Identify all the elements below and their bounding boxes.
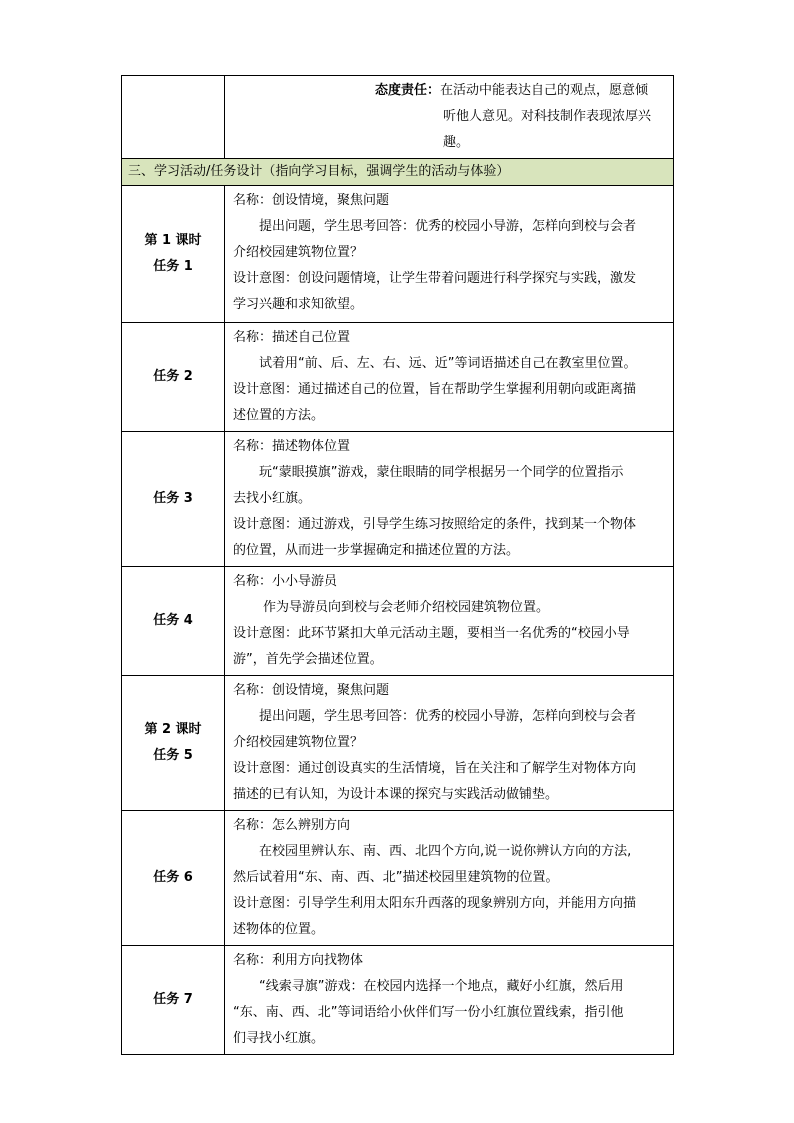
task-body-line: 提出问题，学生思考回答：优秀的校园小导游，怎样向到校与会者	[259, 219, 637, 234]
task-content-cell	[225, 811, 674, 946]
attitude-line-2: 听他人意见。对科技制作表现浓厚兴	[443, 109, 652, 124]
task-body-line: 去找小红旗。	[233, 491, 312, 506]
lesson-label: 第 1 课时	[144, 233, 202, 248]
task-intent-line: 学习兴趣和求知欲望。	[233, 297, 364, 312]
task-body-line: 提出问题，学生思考回答：优秀的校园小导游，怎样向到校与会者	[259, 709, 637, 724]
attitude-cell	[225, 76, 674, 159]
task-name: 名称：描述物体位置	[233, 439, 351, 454]
task-body-line: 在校园里辨认东、南、西、北四个方向,说一说你辨认方向的方法,	[259, 844, 632, 859]
task-label: 任务 2	[153, 369, 193, 384]
task-label: 任务 6	[153, 870, 193, 885]
task-row	[122, 946, 674, 1055]
attitude-label: 态度责任：	[375, 83, 441, 98]
section-header-row	[122, 159, 674, 186]
task-intent-line: 设计意图：创设问题情境，让学生带着问题进行科学探究与实践，激发	[233, 271, 637, 286]
task-content-cell	[225, 676, 674, 811]
task-row	[122, 567, 674, 676]
task-body-line: “东、南、西、北”等词语给小伙伴们写一份小红旗位置线索，指引他	[233, 1005, 624, 1020]
task-row	[122, 811, 674, 946]
task-label-cell	[122, 432, 225, 567]
task-row	[122, 676, 674, 811]
task-label: 任务 4	[153, 613, 193, 628]
task-intent-line: 述物体的位置。	[233, 922, 325, 937]
attitude-line-3: 趣。	[443, 135, 470, 150]
task-intent-line: 设计意图：引导学生利用太阳东升西落的现象辨别方向，并能用方向描	[233, 896, 637, 911]
task-label-cell	[122, 946, 225, 1055]
task-content-cell	[225, 432, 674, 567]
task-content-cell	[225, 323, 674, 432]
task-body-line: 玩“蒙眼摸旗”游戏，蒙住眼睛的同学根据另一个同学的位置指示	[259, 465, 624, 480]
task-label: 任务 7	[153, 992, 193, 1007]
task-row	[122, 323, 674, 432]
section-title: 三、学习活动/任务设计（指向学习目标，强调学生的活动与体验）	[122, 159, 674, 186]
task-name: 名称：小小导游员	[233, 574, 338, 589]
empty-cell	[122, 76, 225, 159]
task-name: 名称：创设情境，聚焦问题	[233, 193, 390, 208]
task-name: 名称：利用方向找物体	[233, 953, 364, 968]
task-label-cell	[122, 811, 225, 946]
task-intent-line: 设计意图：通过游戏，引导学生练习按照给定的条件，找到某一个物体	[233, 517, 637, 532]
attitude-row	[122, 76, 674, 159]
task-label: 任务 5	[153, 748, 193, 763]
task-name: 名称：怎么辨别方向	[233, 818, 351, 833]
learning-activity-table	[121, 75, 674, 1055]
task-label: 任务 3	[153, 491, 193, 506]
task-name: 名称：描述自己位置	[233, 330, 351, 345]
task-name: 名称：创设情境，聚焦问题	[233, 683, 390, 698]
task-intent-line: 描述的已有认知，为设计本课的探究与实践活动做铺垫。	[233, 787, 559, 802]
task-content-cell	[225, 567, 674, 676]
task-intent-line: 游”，首先学会描述位置。	[233, 652, 383, 667]
task-row	[122, 186, 674, 323]
task-label-cell	[122, 323, 225, 432]
task-intent-line: 设计意图：此环节紧扣大单元活动主题，要相当一名优秀的“校园小导	[233, 626, 630, 641]
task-label-cell	[122, 567, 225, 676]
task-label-cell	[122, 676, 225, 811]
task-row	[122, 432, 674, 567]
task-content-cell	[225, 946, 674, 1055]
task-content-cell	[225, 186, 674, 323]
task-body-line: 作为导游员向到校与会老师介绍校园建筑物位置。	[263, 600, 550, 615]
task-intent-line: 述位置的方法。	[233, 408, 325, 423]
attitude-line-1: 在活动中能表达自己的观点，愿意倾	[440, 83, 649, 98]
task-label-cell	[122, 186, 225, 323]
task-body-line: 们寻找小红旗。	[233, 1031, 325, 1046]
task-intent-line: 的位置，从而进一步掌握确定和描述位置的方法。	[233, 543, 520, 558]
lesson-label: 第 2 课时	[144, 722, 202, 737]
task-intent-line: 设计意图：通过创设真实的生活情境，旨在关注和了解学生对物体方向	[233, 761, 637, 776]
task-body-line: “线索寻旗”游戏：在校园内选择一个地点，藏好小红旗，然后用	[259, 979, 624, 994]
task-body-line: 试着用“前、后、左、右、远、近”等词语描述自己在教室里位置。	[259, 356, 637, 371]
task-body-line: 介绍校园建筑物位置？	[233, 735, 364, 750]
task-label: 任务 1	[153, 259, 193, 274]
task-intent-line: 设计意图：通过描述自己的位置，旨在帮助学生掌握利用朝向或距离描	[233, 382, 637, 397]
task-body-line: 然后试着用“东、南、西、北”描述校园里建筑物的位置。	[233, 870, 559, 885]
task-body-line: 介绍校园建筑物位置？	[233, 245, 364, 260]
